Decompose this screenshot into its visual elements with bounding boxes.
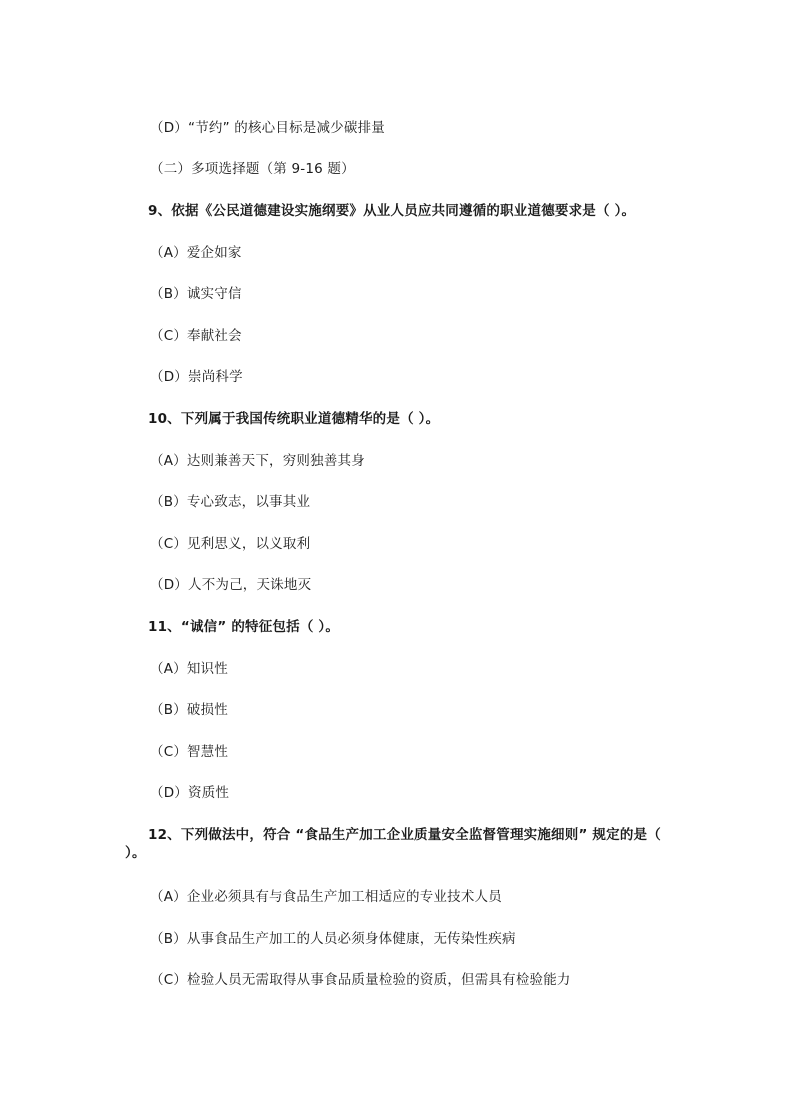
question-10: 10、下列属于我国传统职业道德精华的是（ ）。: [148, 411, 440, 427]
q12-option-a: （A）企业必须具有与食品生产加工相适应的专业技术人员: [150, 889, 502, 905]
q9-option-a: （A）爱企如家: [150, 245, 242, 261]
q11-option-c: （C）智慧性: [150, 744, 229, 760]
question-12: 12、下列做法中，符合 “食品生产加工企业质量安全监督管理实施细则” 规定的是（ ）。: [125, 827, 661, 861]
q12-option-b: （B）从事食品生产加工的人员必须身体健康，无传染性疾病: [150, 931, 516, 947]
question-11: 11、“诚信” 的特征包括（ ）。: [148, 619, 340, 635]
q10-option-c: （C）见利思义，以义取利: [150, 536, 311, 552]
q11-option-b: （B）破损性: [150, 702, 228, 718]
q10-option-a: （A）达则兼善天下，穷则独善其身: [150, 453, 365, 469]
q12-option-c: （C）检验人员无需取得从事食品质量检验的资质，但需具有检验能力: [150, 972, 571, 988]
q9-option-d: （D）崇尚科学: [150, 369, 243, 385]
section-heading-multiple-choice: （二）多项选择题（第 9-16 题）: [150, 161, 355, 177]
q10-option-d: （D）人不为己，天诛地灭: [150, 577, 312, 593]
q10-option-b: （B）专心致志，以事其业: [150, 494, 311, 510]
q9-option-c: （C）奉献社会: [150, 328, 242, 344]
q9-option-b: （B）诚实守信: [150, 286, 242, 302]
q11-option-a: （A）知识性: [150, 661, 228, 677]
q8-option-d: （D）“节约” 的核心目标是减少碳排量: [150, 120, 385, 136]
q11-option-d: （D）资质性: [150, 785, 230, 801]
question-9: 9、依据《公民道德建设实施纲要》从业人员应共同遵循的职业道德要求是（ ）。: [148, 203, 636, 219]
